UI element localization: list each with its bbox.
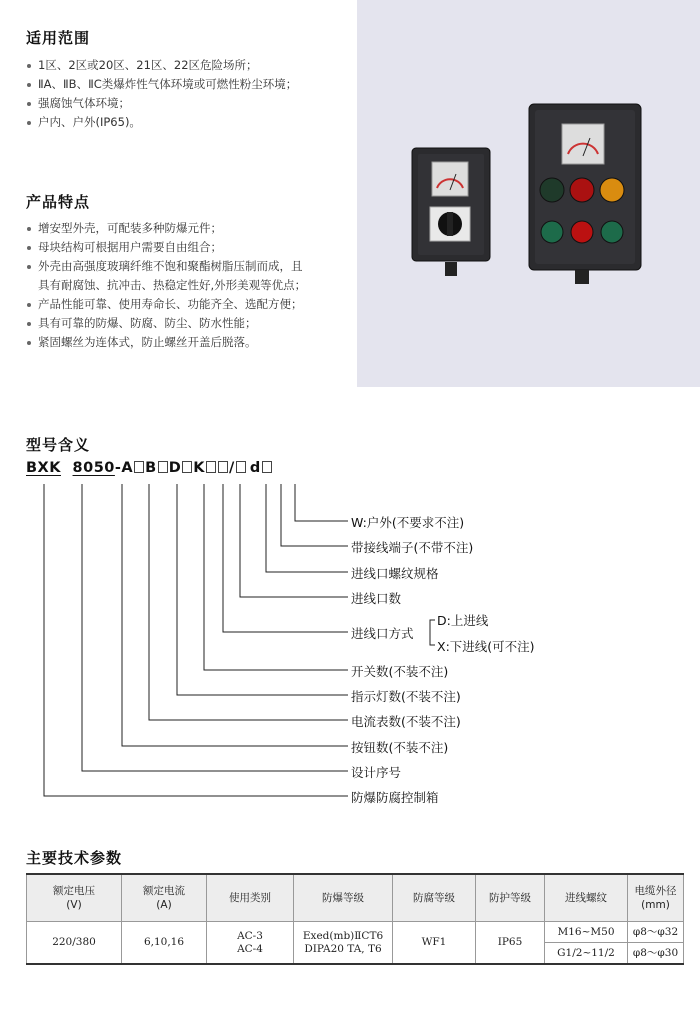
label-inlet-count: 进线口数 xyxy=(351,591,402,606)
label-inlet-mode: 进线口方式 xyxy=(351,626,414,641)
params-table xyxy=(26,873,684,965)
model-k: K xyxy=(193,460,206,476)
list-item: 产品性能可靠、使用寿命长、功能齐全、选配方便； xyxy=(26,295,311,314)
list-item: 1区、2区或20区、21区、22区危险场所； xyxy=(26,56,326,75)
placeholder-box xyxy=(236,461,246,473)
cell-cable-2: φ8～φ30 xyxy=(628,943,684,965)
cell-ex-grade: Exed(mb)ⅡCT6 DIPA20 TA, T6 xyxy=(294,922,393,965)
table-row xyxy=(27,922,684,943)
model-code xyxy=(26,460,273,476)
list-item: 增安型外壳，可配装多种防爆元件； xyxy=(26,219,311,238)
model-b: B xyxy=(145,460,157,476)
cell-thread-2: G1/2~11/2 xyxy=(545,943,628,965)
features-list xyxy=(26,219,311,352)
model-title: 型号含义 xyxy=(26,436,91,454)
th-anti-corrosion: 防腐等级 xyxy=(393,874,476,922)
list-item: 户内、户外(IP65)。 xyxy=(26,113,326,132)
model-slash: / xyxy=(229,460,235,476)
control-box-illustration xyxy=(357,0,700,387)
label-switch: 开关数(不装不注) xyxy=(351,664,449,679)
label-inlet-up: D:上进线 xyxy=(437,613,489,628)
list-item: 紧固螺丝为连体式，防止螺丝开盖后脱落。 xyxy=(26,333,311,352)
list-item: ⅡA、ⅡB、ⅡC类爆炸性气体环境或可燃性粉尘环境； xyxy=(26,75,308,94)
cell-thread-1: M16~M50 xyxy=(545,922,628,943)
list-item: 外壳由高强度玻璃纤维不饱和聚酯树脂压制而成，且具有耐腐蚀、抗冲击、热稳定性好,外形美观等优点； xyxy=(26,257,311,295)
cell-voltage: 220/380 xyxy=(27,922,122,965)
usage-list xyxy=(26,56,326,132)
cell-category: AC-3 AC-4 xyxy=(207,922,294,965)
list-item: 具有可靠的防爆、防腐、防尘、防水性能； xyxy=(26,314,311,333)
th-current: 额定电流 (A) xyxy=(122,874,207,922)
th-protection: 防护等级 xyxy=(476,874,545,922)
th-cable: 电缆外径 (mm) xyxy=(628,874,684,922)
th-category: 使用类别 xyxy=(207,874,294,922)
label-ammeter: 电流表数(不装不注) xyxy=(351,714,461,729)
model-d: D xyxy=(168,460,182,476)
model-series: 8050 xyxy=(72,460,115,476)
cell-current: 6,10,16 xyxy=(122,922,207,965)
model-prefix: BXK xyxy=(26,460,61,476)
table-header-row xyxy=(27,874,684,922)
label-design: 设计序号 xyxy=(351,765,402,780)
cell-cable-1: φ8～φ32 xyxy=(628,922,684,943)
placeholder-box xyxy=(218,461,228,473)
model-d-small: d xyxy=(249,460,261,476)
label-lamp: 指示灯数(不装不注) xyxy=(351,689,461,704)
params-title: 主要技术参数 xyxy=(26,849,123,867)
label-box: 防爆防腐控制箱 xyxy=(351,790,439,805)
list-item: 母块结构可根据用户需要自由组合； xyxy=(26,238,311,257)
cell-protection: IP65 xyxy=(476,922,545,965)
th-ex-grade: 防爆等级 xyxy=(294,874,393,922)
th-thread: 进线螺纹 xyxy=(545,874,628,922)
label-thread: 进线口螺纹规格 xyxy=(351,566,439,581)
model-a: A xyxy=(121,460,134,476)
cell-anti-corrosion: WF1 xyxy=(393,922,476,965)
label-outdoor: W:户外(不要求不注) xyxy=(351,515,465,530)
placeholder-box xyxy=(206,461,216,473)
model-dash: - xyxy=(114,460,122,476)
list-item: 强腐蚀气体环境； xyxy=(26,94,326,113)
placeholder-box xyxy=(134,461,144,473)
label-terminal: 带接线端子(不带不注) xyxy=(351,540,474,555)
usage-title: 适用范围 xyxy=(26,29,91,47)
features-title: 产品特点 xyxy=(26,193,91,211)
th-voltage: 额定电压 (V) xyxy=(27,874,122,922)
label-inlet-down: X:下进线(可不注) xyxy=(437,639,535,654)
placeholder-box xyxy=(182,461,192,473)
label-button: 按钮数(不装不注) xyxy=(351,740,449,755)
placeholder-box xyxy=(158,461,168,473)
product-photo xyxy=(357,0,700,387)
placeholder-box xyxy=(262,461,272,473)
